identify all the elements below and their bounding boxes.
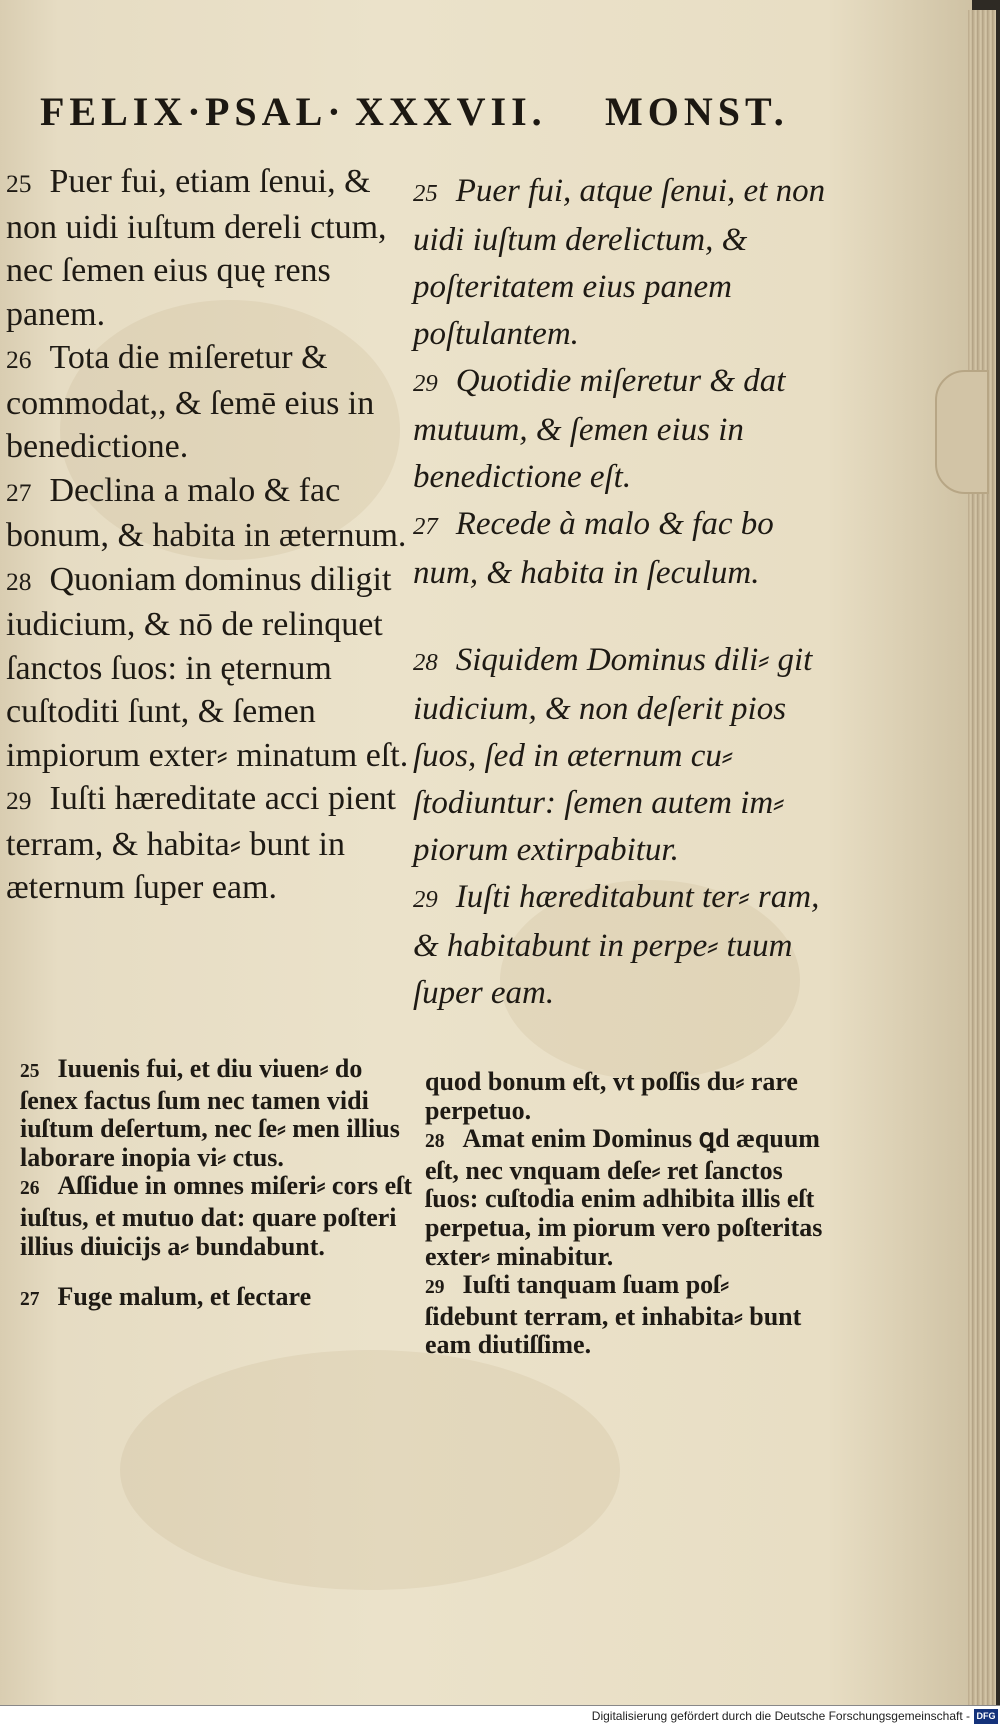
verse-number: 25 <box>413 180 438 207</box>
verse <box>20 1283 415 1315</box>
verse-number: 27 <box>413 513 438 540</box>
verse <box>6 777 416 910</box>
header-felix: FELIX· <box>40 89 206 134</box>
verse-text: Quoniam dominus diligit iudicium, & nō de relinquet ſanctos ſuos: in ęternum cuſtoditi ſunt, & ſemen impiorum exter⸗ minatum eſt. <box>6 560 409 774</box>
header-monst: MONST. <box>605 89 789 134</box>
verse-text: Aſſidue in omnes miſeri⸗ cors eſt iuſtus, et mutuo dat: quare poſteri illius diuicijs a⸗ bundabunt. <box>20 1171 413 1261</box>
verse <box>6 558 416 778</box>
footer-credit: Digitalisierung gefördert durch die Deutsche Forschungsgemeinschaft - <box>591 1709 970 1723</box>
verse-number: 27 <box>20 1289 40 1311</box>
verse-text: Recede à malo & fac bo num, & habita in ſeculum. <box>413 506 774 591</box>
verse <box>425 1125 825 1271</box>
verse-text: Puer fui, atque ſenui, et non uidi iuſtum derelictum, & poſteritatem eius panem poſtulantem. <box>413 173 826 352</box>
page-tab <box>935 370 989 494</box>
verse <box>413 501 843 597</box>
verse <box>6 160 416 336</box>
verse-text: Iuuenis fui, et diu viuen⸗ do ſenex factus ſum nec tamen vidi iuſtum deſertum, nec ſe⸗ men illius laborare inopia vi⸗ ctus. <box>20 1054 400 1172</box>
latin-left-column <box>6 160 416 910</box>
verse-number: 29 <box>413 886 438 913</box>
verse-number: 26 <box>6 345 32 374</box>
german-left-column <box>20 1055 415 1315</box>
german-right-column <box>425 1068 825 1360</box>
verse-number: 26 <box>20 1178 40 1200</box>
header-psal: PSAL· <box>205 89 346 134</box>
verse <box>6 336 416 469</box>
verse-text: Iuſti hæreditabunt ter⸗ ram, & habitabunt in perpe⸗ tuum ſuper eam. <box>413 879 820 1011</box>
verse <box>425 1068 825 1125</box>
verse-text: Fuge malum, et ſectare <box>57 1282 312 1312</box>
verse-number: 27 <box>6 477 32 507</box>
verse-text: Quotidie miſeretur & dat mutuum, & ſemen eius in benedictione eſt. <box>413 363 786 495</box>
verse-number: 28 <box>6 566 32 596</box>
verse-number: 29 <box>6 786 32 815</box>
verse-number: 29 <box>425 1277 445 1299</box>
verse-number: 25 <box>6 169 32 198</box>
verse <box>20 1172 415 1261</box>
digitization-footer <box>0 1705 1000 1728</box>
verse-text: Iuſti hæreditate acci pient terram, & habita⸗ bunt in æternum ſuper eam. <box>6 780 396 906</box>
page-edge <box>968 10 996 1710</box>
verse-text: quod bonum eſt, vt poſſis du⸗ rare perpetuo. <box>425 1067 798 1125</box>
verse-text: Siquidem Dominus dili⸗ git iudicium, & non deſerit pios ſuos, ſed in æternum cu⸗ ſtodiuntur: ſemen autem im⸗ piorum extirpabitur. <box>413 642 813 868</box>
verse-text: Tota die miſeretur & commodat,, & ſemē eius in benedictione. <box>6 339 375 465</box>
verse-text: Puer fui, etiam ſenui, & non uidi iuſtum dereli ctum, nec ſemen eius quę rens panem. <box>6 163 387 333</box>
running-header <box>0 88 800 148</box>
verse <box>413 637 843 874</box>
verse <box>413 358 843 501</box>
verse-number: 25 <box>20 1061 40 1082</box>
verse-text: Declina a malo & fac bonum, & habita in æternum. <box>6 471 407 554</box>
verse-text: Iuſti tanquam ſuam poſ⸗ ſidebunt terram, et inhabita⸗ bunt eam diutiſſime. <box>425 1270 802 1360</box>
verse <box>413 874 843 1017</box>
verse <box>6 469 416 558</box>
verse <box>413 168 843 358</box>
header-psalm-number: XXXVII. <box>355 89 547 134</box>
verse <box>20 1055 415 1172</box>
dfg-logo-icon: DFG <box>974 1709 998 1724</box>
verse-number: 28 <box>425 1131 445 1153</box>
verse-number: 28 <box>413 649 438 676</box>
verse-number: 29 <box>413 370 438 397</box>
paper-stain <box>120 1350 620 1590</box>
verse <box>425 1271 825 1360</box>
latin-right-column <box>413 168 843 1017</box>
verse-text: Amat enim Dominus ꝗd æquum eſt, nec vnquam deſe⸗ ret ſanctos ſuos: cuſtodia enim adhibita illis eſt perpetua, im piorum vero poſteritas exter⸗ minabitur. <box>425 1124 823 1271</box>
